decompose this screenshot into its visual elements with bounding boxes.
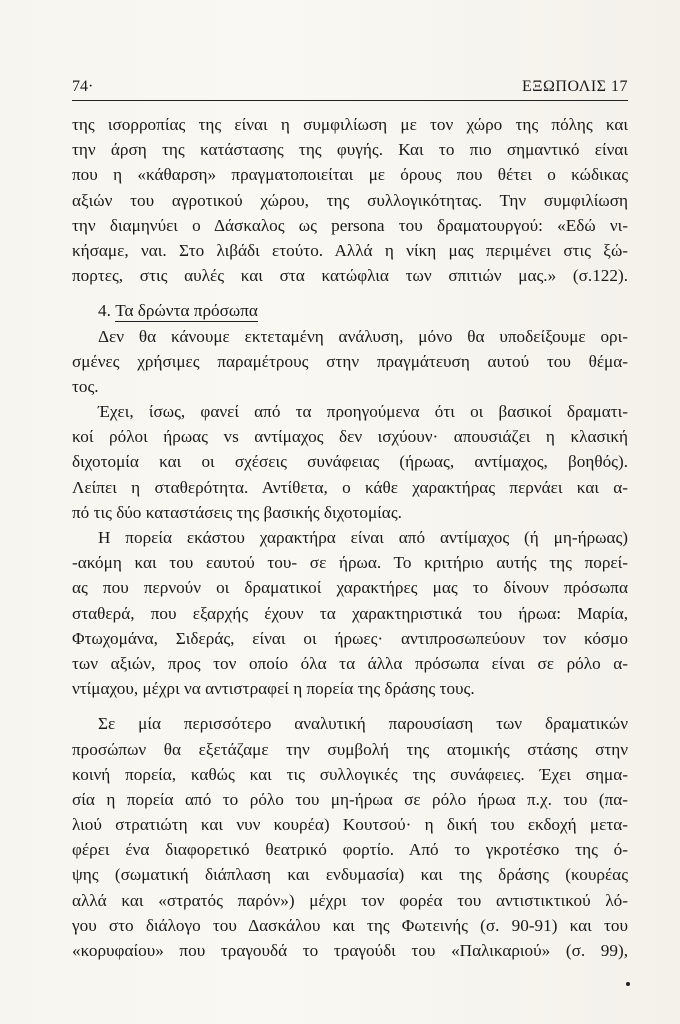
paragraph-3 [72,399,628,525]
text-line: την άρση της κατάστασης της φυγής. Και το πιο σημαντικό είναι [72,140,628,160]
spacer [72,288,628,298]
page-number: 74· [72,78,94,95]
section-number: 4. [98,301,111,321]
spacer [72,701,628,711]
page-header [72,78,628,101]
text-line: Φτωχομάνα, Σιδεράς, είναι οι ήρωες· αντιπροσωπεύουν τον κόσμο [72,628,628,648]
text-line: κοί ρόλοι ήρωας vs αντίμαχος δεν ισχύουν· απουσιάζει η κλασική [72,427,628,447]
paragraph-2 [72,324,628,400]
text-line: την διαμηνύει ο Δάσκαλος ως persona του δραματουργού: «Εδώ νι- [72,215,628,235]
text-line: «κορυφαίου» που τραγουδά το τραγούδι του «Παλικαριού» (σ. 99), [72,941,628,960]
margin-dot [626,982,630,986]
text-line: γου στο διάλογο του Δασκάλου και της Φωτεινής (σ. 90-91) και του [72,915,628,935]
text-line: σία η πορεία από το ρόλο του μη-ήρωα σε ρόλο ήρωα π.χ. του (πα- [72,789,628,809]
paragraph-4 [72,525,628,701]
section-heading [72,298,628,323]
text-line: ας που περνούν οι δραματικοί χαρακτήρες μας το δίνουν πρόσωπα [72,578,628,598]
text-line: τος. [72,376,99,396]
body-text [72,112,628,963]
text-line: διχοτομία και οι σχέσεις συνάφειας (ήρωας, αντίμαχος, βοηθός). [72,452,628,472]
text-line: κοινή πορεία, καθώς και τις συλλογικές της συνάφειες. Έχει σημα- [72,764,628,784]
text-line: πορτες, στις αυλές και στα κατώφλια των σπιτιών μας.» (σ.122). [72,266,628,286]
text-line: λιού στρατιώτη και νυν κουρέα) Κουτσού· η δική του εκδοχή μετα- [72,815,628,835]
text-line: των αξιών, προς τον οποίο όλα τα άλλα πρόσωπα είναι σε ρόλο α- [72,653,628,673]
text-line: σμένες χρήσιμες παραμέτρους στην πραγμάτευση αυτού του θέμα- [72,351,628,371]
text-line: που η «κάθαρση» πραγματοποιείται με όρους που θέτει ο κώδικας [72,165,628,185]
text-line: αλλά και «στρατός παρόν») μέχρι τον φορέα του αντιστικτικού λό- [72,890,628,910]
text-line: πό τις δύο καταστάσεις της βασικής διχοτομίας. [72,502,402,522]
text-line: Σε μία περισσότερο αναλυτική παρουσίαση των δραματικών [98,714,628,734]
text-line: κήσαμε, ναι. Στο λιβάδι ετούτο. Αλλά η νίκη μας περιμένει στις ξώ- [72,240,628,260]
text-line: ψης (σωματική διάπλαση και ενδυμασία) και της δράσης (κουρέας [72,865,628,885]
text-line: ντίμαχου, μέχρι να αντιστραφεί η πορεία της δράσης τους. [72,679,475,699]
text-line: σταθερά, που εξαρχής έχουν τα χαρακτηριστικά του ήρωα: Μαρία, [72,603,628,623]
text-line: φέρει ένα διαφορετικό θεατρικό φορτίο. Από το γκροτέσκο της ό- [72,840,628,860]
text-line: προσώπων θα εξετάζαμε την συμβολή της ατομικής στάσης στην [72,739,628,759]
paragraph-1 [72,112,628,288]
paragraph-5 [72,711,628,963]
running-title: ΕΞΩΠΟΛΙΣ 17 [521,78,628,95]
text-line: της ισορροπίας της είναι η συμφιλίωση με τον χώρο της πόλης και [72,115,628,134]
section-title: Τα δρώντα πρόσωπα [115,301,258,321]
text-line: αξιών του αγροτικού χώρου, της συλλογικότητας. Την συμφιλίωση [72,190,628,210]
text-line: Λείπει η σταθερότητα. Αντίθετα, ο κάθε χαρακτήρας περνάει και α- [72,477,628,497]
text-line: Δεν θα κάνουμε εκτεταμένη ανάλυση, μόνο θα υποδείξουμε ορι- [98,326,628,346]
text-line: Η πορεία εκάστου χαρακτήρα είναι από αντίμαχος (ή μη-ήρωας) [98,528,628,547]
text-line: Έχει, ίσως, φανεί από τα προηγούμενα ότι οι βασικοί δραματι- [98,402,628,422]
text-line: -ακόμη και του εαυτού του- σε ήρωα. Το κριτήριο αυτής της πορεί- [72,553,628,573]
